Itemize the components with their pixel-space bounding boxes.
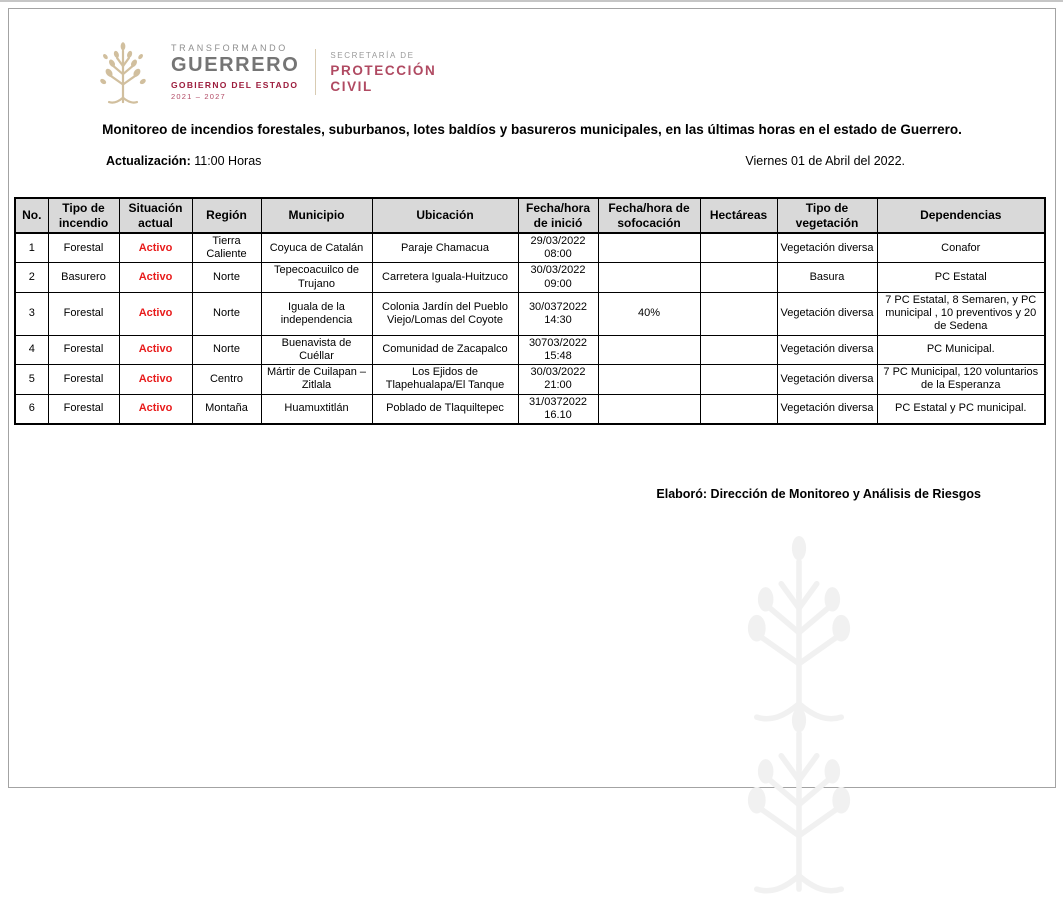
logo-text-main bbox=[171, 43, 299, 101]
window-top-edge bbox=[0, 0, 1063, 2]
cell-hectareas bbox=[700, 292, 777, 335]
fecha-date: 30/0372022 bbox=[528, 300, 588, 313]
cell-region: Norte bbox=[192, 263, 261, 292]
cell-fecha-inicio bbox=[518, 233, 598, 263]
cell-sofocacion: 40% bbox=[598, 292, 700, 335]
status-badge: Activo bbox=[119, 233, 192, 263]
cell-vegetacion: Basura bbox=[777, 263, 877, 292]
header-inicio: Fecha/hora de inició bbox=[518, 198, 598, 233]
status-badge: Activo bbox=[119, 365, 192, 394]
cell-vegetacion: Vegetación diversa bbox=[777, 292, 877, 335]
cell-fecha-inicio bbox=[518, 335, 598, 364]
logo-secretaria-de: SECRETARÍA DE bbox=[330, 50, 415, 60]
cell-region: Norte bbox=[192, 292, 261, 335]
cell-fecha-inicio bbox=[518, 394, 598, 424]
tree-watermark-icon bbox=[699, 554, 899, 898]
cell-vegetacion: Vegetación diversa bbox=[777, 233, 877, 263]
table-row bbox=[15, 263, 1045, 292]
cell-tipo: Basurero bbox=[48, 263, 119, 292]
logo-proteccion: PROTECCIÓN bbox=[330, 62, 437, 78]
logo-transformando: TRANSFORMANDO bbox=[171, 43, 288, 53]
update-value: 11:00 Horas bbox=[190, 154, 262, 168]
cell-ubicacion: Comunidad de Zacapalco bbox=[372, 335, 518, 364]
header-municipio: Municipio bbox=[261, 198, 372, 233]
cell-no: 2 bbox=[15, 263, 48, 292]
fecha-time: 16.10 bbox=[544, 408, 572, 421]
cell-dependencias: 7 PC Estatal, 8 Semaren, y PC municipal , 10 preventivos y 20 de Sedena bbox=[877, 292, 1045, 335]
cell-ubicacion: Los Ejidos de Tlapehualapa/El Tanque bbox=[372, 365, 518, 394]
page-title: Monitoreo de incendios forestales, suburbanos, lotes baldíos y basureros municipales, en las últimas horas en el estado de Guerrero. bbox=[102, 122, 962, 137]
cell-dependencias: 7 PC Municipal, 120 voluntarios de la Esperanza bbox=[877, 365, 1045, 394]
cell-hectareas bbox=[700, 335, 777, 364]
cell-dependencias: PC Municipal. bbox=[877, 335, 1045, 364]
cell-no: 6 bbox=[15, 394, 48, 424]
cell-dependencias: Conafor bbox=[877, 233, 1045, 263]
update-time bbox=[106, 154, 261, 168]
status-badge: Activo bbox=[119, 394, 192, 424]
tree-emblem-icon bbox=[87, 39, 159, 105]
header-vegetacion: Tipo de vegetación bbox=[777, 198, 877, 233]
cell-hectareas bbox=[700, 233, 777, 263]
cell-sofocacion bbox=[598, 263, 700, 292]
cell-dependencias: PC Estatal y PC municipal. bbox=[877, 394, 1045, 424]
report-date: Viernes 01 de Abril del 2022. bbox=[745, 154, 905, 168]
fecha-date: 30/03/2022 bbox=[530, 264, 586, 277]
cell-municipio: Huamuxtitlán bbox=[261, 394, 372, 424]
cell-fecha-inicio bbox=[518, 365, 598, 394]
fecha-time: 15:48 bbox=[544, 349, 572, 362]
logo-years: 2021 – 2027 bbox=[171, 92, 226, 101]
fecha-time: 08:00 bbox=[544, 248, 572, 261]
status-badge: Activo bbox=[119, 263, 192, 292]
status-badge: Activo bbox=[119, 335, 192, 364]
logo-gobierno: GOBIERNO DEL ESTADO bbox=[171, 80, 299, 90]
cell-municipio: Iguala de la independencia bbox=[261, 292, 372, 335]
table-row bbox=[15, 292, 1045, 335]
header-hectareas: Hectáreas bbox=[700, 198, 777, 233]
update-label: Actualización: bbox=[106, 154, 191, 168]
cell-dependencias: PC Estatal bbox=[877, 263, 1045, 292]
cell-municipio: Buenavista de Cuéllar bbox=[261, 335, 372, 364]
logo-text-secretaria bbox=[330, 51, 436, 94]
logo-guerrero: GUERRERO bbox=[171, 54, 300, 76]
cell-hectareas bbox=[700, 394, 777, 424]
cell-sofocacion bbox=[598, 394, 700, 424]
meta-row bbox=[9, 154, 1055, 168]
status-badge: Activo bbox=[119, 292, 192, 335]
cell-vegetacion: Vegetación diversa bbox=[777, 335, 877, 364]
cell-tipo: Forestal bbox=[48, 233, 119, 263]
logo-block bbox=[87, 39, 1055, 105]
table-row bbox=[15, 335, 1045, 364]
header-tipo: Tipo de incendio bbox=[48, 198, 119, 233]
cell-tipo: Forestal bbox=[48, 365, 119, 394]
cell-ubicacion: Carretera Iguala-Huitzuco bbox=[372, 263, 518, 292]
cell-fecha-inicio bbox=[518, 292, 598, 335]
cell-municipio: Tepecoacuilco de Trujano bbox=[261, 263, 372, 292]
cell-no: 4 bbox=[15, 335, 48, 364]
header-no: No. bbox=[15, 198, 48, 233]
cell-region: Tierra Caliente bbox=[192, 233, 261, 263]
header-situacion: Situación actual bbox=[119, 198, 192, 233]
cell-no: 5 bbox=[15, 365, 48, 394]
header-sofocacion: Fecha/hora de sofocación bbox=[598, 198, 700, 233]
table-row bbox=[15, 394, 1045, 424]
logo-civil: CIVIL bbox=[330, 78, 373, 94]
table-row bbox=[15, 365, 1045, 394]
fecha-date: 30703/2022 bbox=[528, 336, 588, 349]
cell-ubicacion: Paraje Chamacua bbox=[372, 233, 518, 263]
cell-sofocacion bbox=[598, 335, 700, 364]
cell-vegetacion: Vegetación diversa bbox=[777, 365, 877, 394]
cell-vegetacion: Vegetación diversa bbox=[777, 394, 877, 424]
table-header-row bbox=[15, 198, 1045, 233]
cell-region: Norte bbox=[192, 335, 261, 364]
cell-ubicacion: Colonia Jardín del Pueblo Viejo/Lomas del Coyote bbox=[372, 292, 518, 335]
fecha-time: 14:30 bbox=[544, 313, 572, 326]
cell-tipo: Forestal bbox=[48, 394, 119, 424]
elaborated-by: Elaboró: Dirección de Monitoreo y Análisis de Riesgos bbox=[656, 486, 981, 501]
cell-sofocacion bbox=[598, 365, 700, 394]
cell-region: Montaña bbox=[192, 394, 261, 424]
cell-sofocacion bbox=[598, 233, 700, 263]
cell-tipo: Forestal bbox=[48, 335, 119, 364]
cell-no: 3 bbox=[15, 292, 48, 335]
fires-table bbox=[14, 197, 1046, 425]
fecha-time: 09:00 bbox=[544, 277, 572, 290]
fecha-date: 29/03/2022 bbox=[530, 235, 586, 247]
cell-no: 1 bbox=[15, 233, 48, 263]
cell-ubicacion: Poblado de Tlaquiltepec bbox=[372, 394, 518, 424]
header-region: Región bbox=[192, 198, 261, 233]
cell-region: Centro bbox=[192, 365, 261, 394]
fecha-date: 31/0372022 bbox=[528, 395, 588, 408]
header-ubicacion: Ubicación bbox=[372, 198, 518, 233]
cell-fecha-inicio bbox=[518, 263, 598, 292]
fecha-time: 21:00 bbox=[544, 379, 572, 392]
cell-hectareas bbox=[700, 365, 777, 394]
cell-hectareas bbox=[700, 263, 777, 292]
cell-tipo: Forestal bbox=[48, 292, 119, 335]
cell-municipio: Coyuca de Catalán bbox=[261, 233, 372, 263]
cell-municipio: Mártir de Cuilapan – Zitlala bbox=[261, 365, 372, 394]
document-page bbox=[8, 8, 1056, 788]
logo-divider bbox=[315, 49, 316, 95]
fecha-date: 30/03/2022 bbox=[530, 366, 586, 379]
header-dependencias: Dependencias bbox=[877, 198, 1045, 233]
table-row bbox=[15, 233, 1045, 263]
